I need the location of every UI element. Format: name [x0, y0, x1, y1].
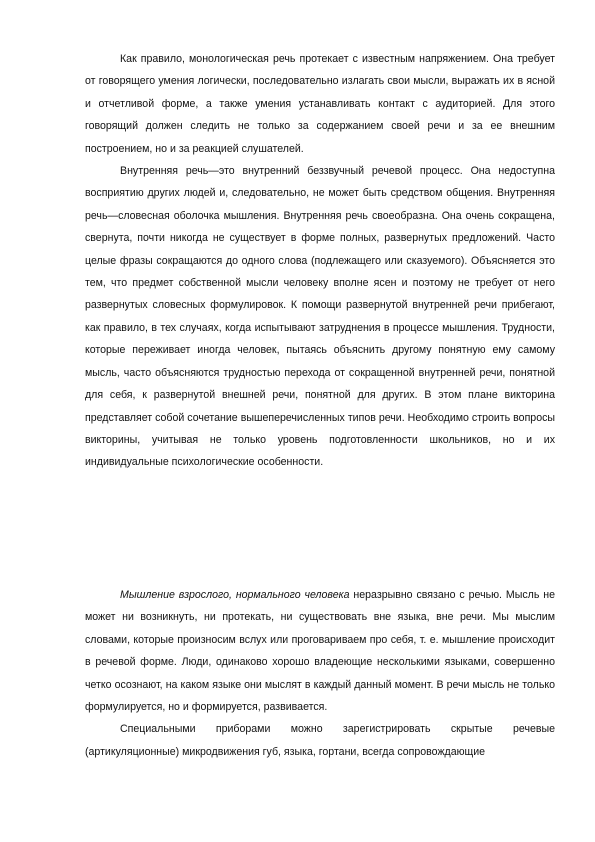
- text-block-lower: [85, 584, 555, 763]
- paragraph-articulation: Специальными приборами можно зарегистрировать скрытые речевые (артикуляционные) микродвижения губ, языка, гортани, всегда сопровождающие: [85, 723, 555, 758]
- italic-phrase: Мышление взрослого, нормального человека: [120, 589, 350, 601]
- paragraph-inner-speech: Внутренняя речь—это внутренний беззвучный речевой процесс. Она недоступна восприятию других людей и, следовательно, не может быть средством общения. Внутренняя речь—словесная оболочка мышления. Внутренняя речь своеобразна. Она очень сокращена, свернута, почти никогда не существует в форме полных, развернутых предложений. Часто целые фразы сокращаются до одного слова (подлежащего или сказуемого). Объясняется это тем, что предмет собственной мысли человеку вполне ясен и поэтому не требует от него развернутых словесных формулировок. К помощи развернутой внутренней речи прибегают, как правило, в тех случаях, когда испытывают затруднения в процессе мышления. Трудности, которые переживает иногда человек, пытаясь объяснить другому понятную ему самому мысль, часто объясняются трудностью перехода от сокращенной внутренней речи, понятной для себя, к развернутой внешней речи, понятной для других. В этом плане викторина представляет собой сочетание вышеперечисленных типов речи. Необходимо строить вопросы викторины, учитывая не только уровень подготовленности школьников, но и их индивидуальные психологические особенности.: [85, 165, 555, 469]
- paragraph-thinking-and-speech: [85, 584, 555, 718]
- paragraph-thinking-text: неразрывно связано с речью. Мысль не может ни возникнуть, ни протекать, ни существовать вне языка, вне речи. Мы мыслим словами, которые произносим вслух или проговариваем про себя, т. е. мышление происходит в речевой форме. Люди, одинаково хорошо владеющие несколькими языками, совершенно четко осознают, на каком языке они мыслят в каждый данный момент. В речи мысль не только формулируется, но и формируется, развивается.: [85, 589, 555, 714]
- paragraph-monologue-speech: Как правило, монологическая речь протекает с известным напряжением. Она требует от говорящего умения логически, последовательно излагать свои мысли, выражать их в ясной и отчетливой форме, а также умения устанавливать контакт с аудиторией. Для этого говорящий должен следить не только за содержанием своей речи и за ее внешним построением, но и за реакцией слушателей.: [85, 53, 555, 155]
- text-block-upper: [85, 48, 555, 474]
